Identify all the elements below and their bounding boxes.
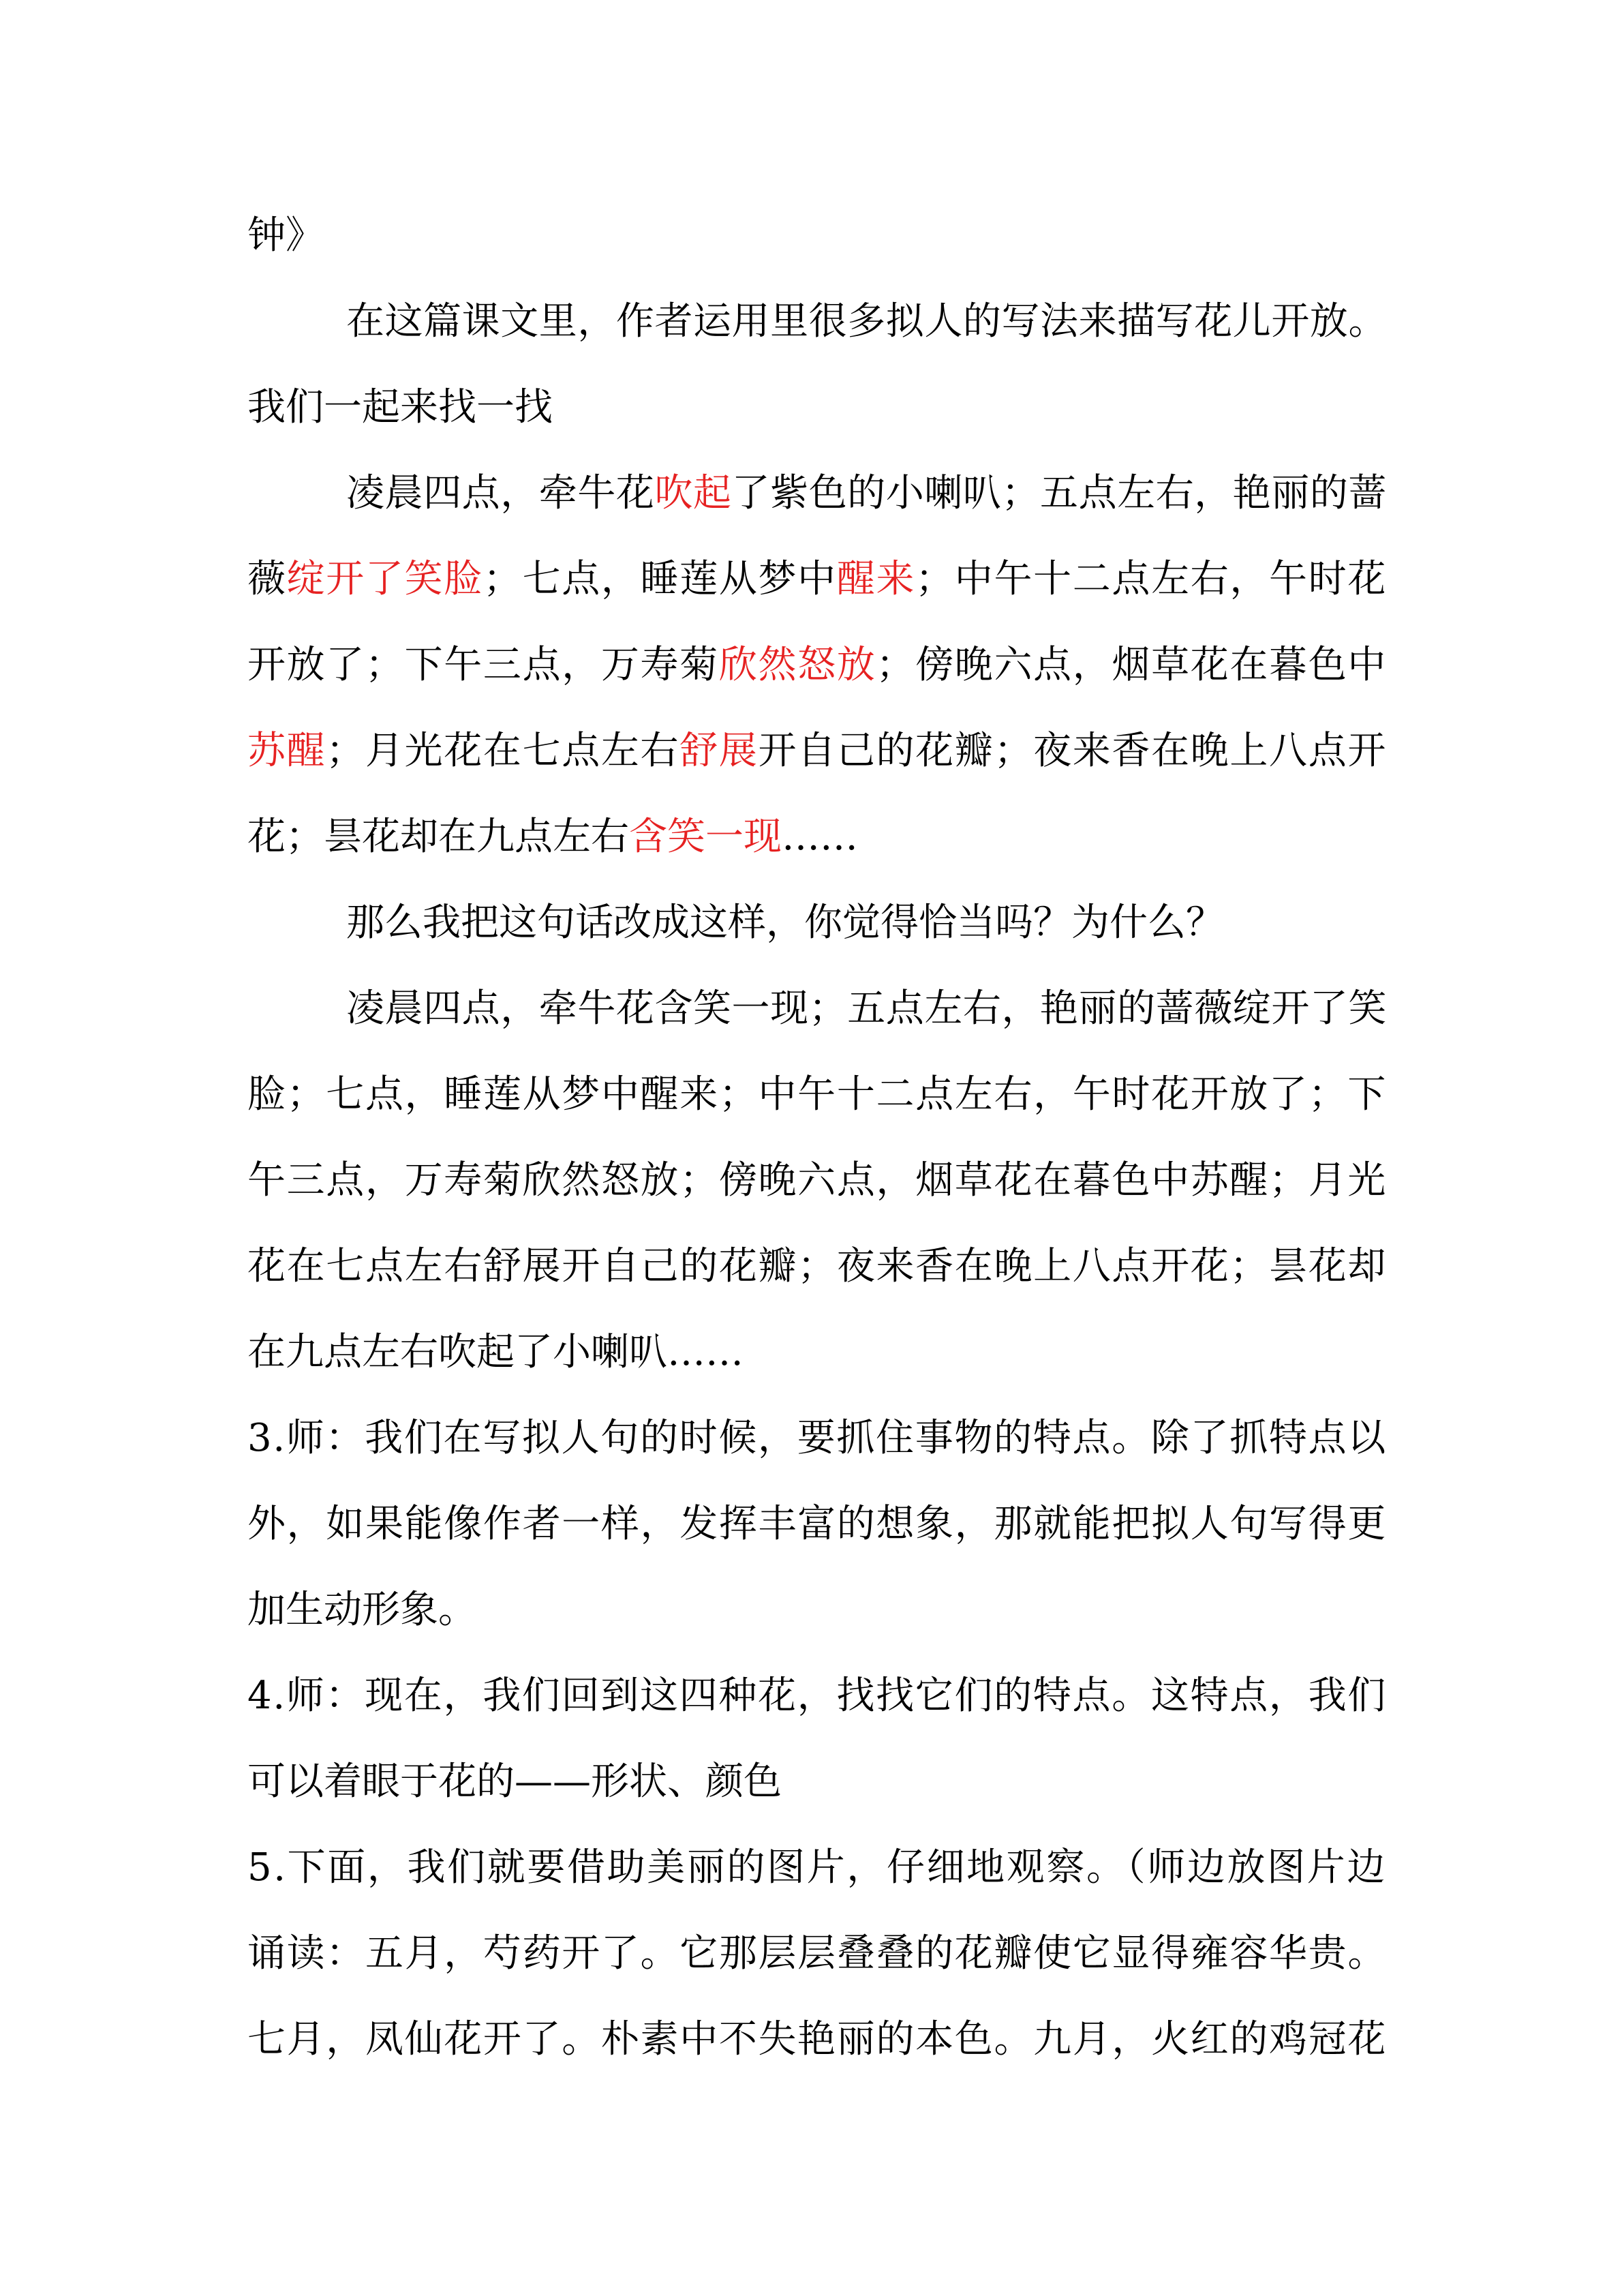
text-run: 诵读：五月，芍药开了。它那层层叠叠的花瓣使它显得雍容华贵。 <box>247 1931 1387 1976</box>
text-line <box>247 966 1387 1052</box>
text-run: 开自己的花瓣；夜来香在晚上八点开 <box>758 729 1388 773</box>
text-run: 可以着眼于花的——形状、颜色 <box>247 1759 782 1804</box>
highlighted-text-run: 醒来 <box>836 557 916 601</box>
text-run: 花；昙花却在九点左右 <box>247 815 629 859</box>
highlighted-text-run: 绽开了笑脸 <box>286 557 483 601</box>
text-line <box>247 1911 1387 1997</box>
text-line <box>247 622 1387 708</box>
text-line <box>247 1052 1387 1138</box>
text-run: 七月，凤仙花开了。朴素中不失艳丽的本色。九月，火红的鸡冠花 <box>247 2017 1387 2061</box>
text-line <box>247 708 1387 794</box>
paragraph <box>247 1653 1387 1825</box>
text-run: 我们一起来找一找 <box>247 385 553 429</box>
text-line <box>247 1739 1387 1825</box>
text-run: 在九点左右吹起了小喇叭…… <box>247 1330 744 1374</box>
paragraph <box>247 193 1387 279</box>
text-line <box>247 537 1387 622</box>
text-run: ；中午十二点左右，午时花 <box>915 557 1388 601</box>
highlighted-text-run: 含笑一现 <box>629 815 782 859</box>
highlighted-text-run: 舒展 <box>679 729 759 773</box>
text-line <box>247 880 1387 966</box>
highlighted-text-run: 苏醒 <box>247 729 326 773</box>
text-run: 凌晨四点，牵牛花含笑一现；五点左右，艳丽的蔷薇绽开了笑 <box>346 986 1387 1031</box>
text-run: 脸；七点，睡莲从梦中醒来；中午十二点左右，午时花开放了；下 <box>247 1072 1387 1117</box>
text-line <box>247 451 1387 537</box>
text-run: 了紫色的小喇叭；五点左右，艳丽的蔷 <box>731 471 1388 515</box>
text-line <box>247 1310 1387 1395</box>
text-run: …… <box>782 815 858 859</box>
highlighted-text-run: 欣然怒放 <box>718 643 876 687</box>
text-line <box>247 279 1387 365</box>
text-run: 在这篇课文里，作者运用里很多拟人的写法来描写花儿开放。 <box>346 299 1387 344</box>
text-line <box>247 794 1387 880</box>
paragraph <box>247 1825 1387 2083</box>
text-line <box>247 365 1387 451</box>
text-run: 午三点，万寿菊欣然怒放；傍晚六点，烟草花在暮色中苏醒；月光 <box>247 1158 1387 1203</box>
text-line <box>247 1481 1387 1567</box>
text-run: 开放了；下午三点，万寿菊 <box>247 643 719 687</box>
text-run: ；月光花在七点左右 <box>326 729 680 773</box>
text-run: 外，如果能像作者一样，发挥丰富的想象，那就能把拟人句写得更 <box>247 1502 1387 1546</box>
text-run: 4.师：现在，我们回到这四种花，找找它们的特点。这特点，我们 <box>247 1674 1387 1718</box>
text-line <box>247 193 1387 279</box>
text-line <box>247 1395 1387 1481</box>
paragraph <box>247 451 1387 880</box>
text-line <box>247 1567 1387 1653</box>
paragraph <box>247 966 1387 1395</box>
text-run: 花在七点左右舒展开自己的花瓣；夜来香在晚上八点开花；昙花却 <box>247 1244 1387 1288</box>
text-run: 钟》 <box>247 213 324 258</box>
text-run: ；傍晚六点，烟草花在暮色中 <box>876 643 1388 687</box>
text-run: 那么我把这句话改成这样，你觉得恰当吗？为什么？ <box>346 901 1224 945</box>
text-line <box>247 1653 1387 1739</box>
text-run: 3.师：我们在写拟人句的时候，要抓住事物的特点。除了抓特点以 <box>247 1416 1387 1460</box>
text-run: 凌晨四点，牵牛花 <box>346 471 655 515</box>
text-run: 薇 <box>247 557 287 601</box>
highlighted-text-run: 吹起 <box>654 471 732 515</box>
text-run: 加生动形象。 <box>247 1588 476 1632</box>
text-line <box>247 1997 1387 2083</box>
paragraph <box>247 1395 1387 1653</box>
paragraph <box>247 880 1387 966</box>
text-line <box>247 1138 1387 1224</box>
document-body <box>247 193 1387 2083</box>
paragraph <box>247 279 1387 451</box>
text-run: ；七点，睡莲从梦中 <box>483 557 837 601</box>
text-run: 5.下面，我们就要借助美丽的图片，仔细地观察。（师边放图片边 <box>247 1845 1387 1890</box>
text-line <box>247 1224 1387 1310</box>
text-line <box>247 1825 1387 1911</box>
